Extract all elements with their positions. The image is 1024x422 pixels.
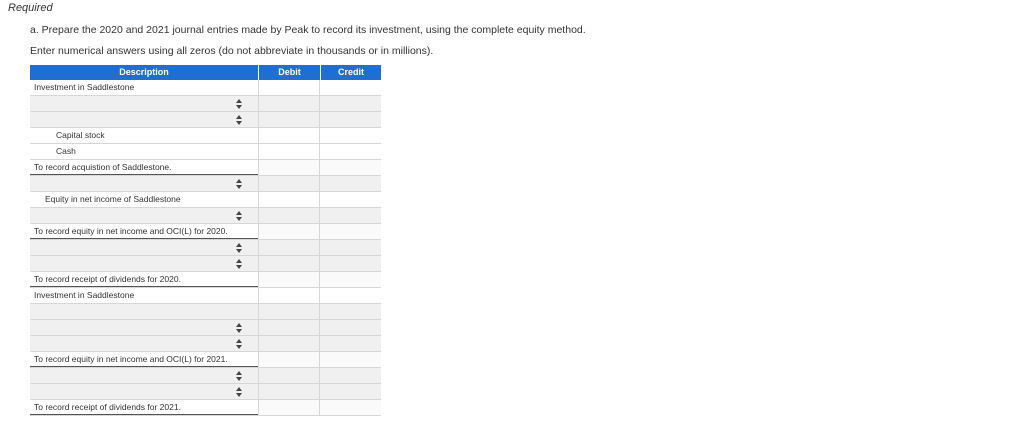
account-label: Equity in net income of Saddlestone [45,194,181,204]
debit-input[interactable] [258,96,319,111]
account-select[interactable] [30,176,258,191]
select-arrows-icon[interactable] [236,371,242,381]
credit-input[interactable] [319,384,381,399]
table-row [30,320,381,336]
credit-input[interactable] [319,240,381,255]
select-arrows-icon[interactable] [236,323,242,333]
account-select[interactable] [30,336,258,351]
instruction-a: a. Prepare the 2020 and 2021 journal entries made by Peak to record its investment, using the complete equity method. [30,24,586,36]
account-select[interactable] [30,320,258,335]
journal-entry-table [30,65,381,416]
account-select[interactable] [30,256,258,271]
account-field[interactable] [30,128,258,143]
credit-input[interactable] [319,288,381,303]
table-row [30,96,381,112]
account-field[interactable] [30,80,258,95]
debit-input[interactable] [258,400,319,415]
select-arrows-icon[interactable] [236,243,242,253]
credit-input[interactable] [319,192,381,207]
select-arrows-icon[interactable] [236,211,242,221]
debit-input[interactable] [258,128,319,143]
account-label: To record receipt of dividends for 2020. [34,274,181,284]
instruction-b: Enter numerical answers using all zeros (do not abbreviate in thousands or in millions). [30,45,434,57]
table-header [30,65,381,80]
debit-input[interactable] [258,272,319,287]
account-field[interactable] [30,304,258,319]
credit-input[interactable] [319,80,381,95]
table-row [30,288,381,304]
table-row [30,368,381,384]
debit-input[interactable] [258,256,319,271]
memo-field[interactable] [30,272,258,287]
debit-input[interactable] [258,320,319,335]
credit-input[interactable] [319,336,381,351]
debit-input[interactable] [258,240,319,255]
select-arrows-icon[interactable] [236,179,242,189]
account-label: Investment in Saddlestone [34,290,135,300]
memo-field[interactable] [30,160,258,175]
table-row [30,160,381,176]
account-label: To record receipt of dividends for 2021. [34,402,181,412]
credit-input[interactable] [319,368,381,383]
table-row [30,128,381,144]
table-row [30,112,381,128]
account-field[interactable] [30,288,258,303]
debit-input[interactable] [258,304,319,319]
debit-input[interactable] [258,112,319,127]
select-arrows-icon[interactable] [236,99,242,109]
credit-input[interactable] [319,352,381,367]
table-row [30,144,381,160]
table-row [30,400,381,416]
debit-input[interactable] [258,160,319,175]
credit-input[interactable] [319,272,381,287]
select-arrows-icon[interactable] [236,259,242,269]
account-label: Capital stock [56,130,105,140]
debit-input[interactable] [258,144,319,159]
account-label: To record acquistion of Saddlestone. [34,162,172,172]
account-select[interactable] [30,96,258,111]
credit-input[interactable] [319,176,381,191]
table-row [30,192,381,208]
credit-input[interactable] [319,320,381,335]
required-heading: Required [8,2,53,14]
account-label: To record equity in net income and OCI(L) for 2021. [34,354,228,364]
account-label: Investment in Saddlestone [34,82,135,92]
account-select[interactable] [30,112,258,127]
debit-input[interactable] [258,288,319,303]
account-field[interactable] [30,192,258,207]
debit-header: Debit [258,65,320,80]
memo-field[interactable] [30,224,258,239]
credit-input[interactable] [319,128,381,143]
credit-input[interactable] [319,400,381,415]
table-row [30,208,381,224]
debit-input[interactable] [258,352,319,367]
debit-input[interactable] [258,224,319,239]
table-row [30,240,381,256]
select-arrows-icon[interactable] [236,339,242,349]
account-select[interactable] [30,208,258,223]
debit-input[interactable] [258,336,319,351]
account-select[interactable] [30,368,258,383]
account-select[interactable] [30,384,258,399]
debit-input[interactable] [258,208,319,223]
credit-input[interactable] [319,304,381,319]
select-arrows-icon[interactable] [236,387,242,397]
credit-input[interactable] [319,112,381,127]
credit-input[interactable] [319,208,381,223]
description-header: Description [119,67,169,77]
table-row [30,176,381,192]
table-row [30,272,381,288]
debit-input[interactable] [258,192,319,207]
account-field[interactable] [30,144,258,159]
table-row [30,384,381,400]
credit-header: Credit [320,65,381,80]
memo-field[interactable] [30,352,258,367]
credit-input[interactable] [319,144,381,159]
credit-input[interactable] [319,160,381,175]
memo-field[interactable] [30,400,258,415]
debit-input[interactable] [258,176,319,191]
table-row [30,304,381,320]
debit-input[interactable] [258,384,319,399]
debit-input[interactable] [258,368,319,383]
table-row [30,352,381,368]
table-body [30,80,381,416]
table-row [30,336,381,352]
debit-input[interactable] [258,80,319,95]
credit-input[interactable] [319,256,381,271]
table-row [30,80,381,96]
account-label: To record equity in net income and OCI(L) for 2020. [34,226,228,236]
account-select[interactable] [30,240,258,255]
table-row [30,256,381,272]
credit-input[interactable] [319,224,381,239]
select-arrows-icon[interactable] [236,115,242,125]
account-label: Cash [56,146,76,156]
credit-input[interactable] [319,96,381,111]
table-row [30,224,381,240]
